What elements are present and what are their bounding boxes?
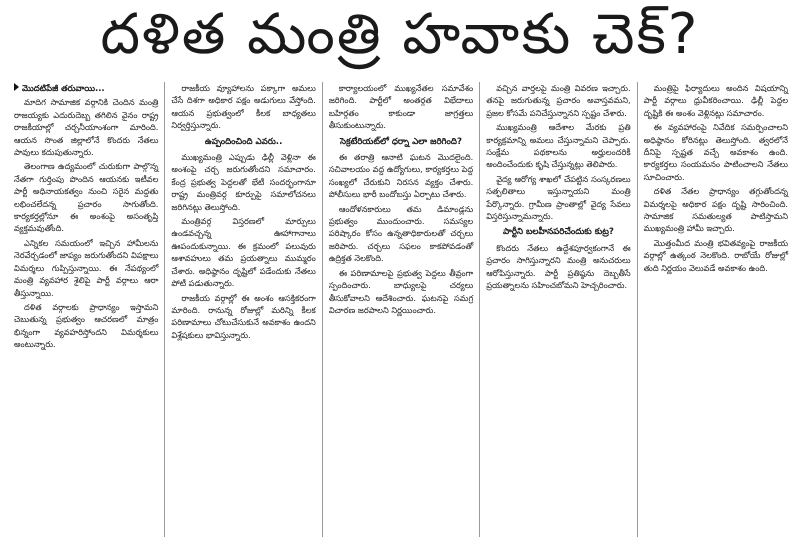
paragraph: కొందరు నేతలు ఉద్దేశపూర్వకంగానే ఈ ప్రచారం సాగిస్తున్నారని మంత్రి అనుచరులు ఆరోపిస్తున్నారు. పార్టీ ప్రతిష్ఠను దెబ్బతీసే ప్రయత్నాలను సహించబోమని హెచ్చరించారు.	[486, 242, 631, 291]
arrow-icon	[14, 83, 19, 91]
paragraph: ఎన్నికల సమయంలో ఇచ్చిన హామీలను నెరవేర్చడంలో జాప్యం జరుగుతోందని విపక్షాలు విమర్శలు గుప్పిస్తున్నాయి. ఈ నేపథ్యంలో మంత్రి వ్యవహార శైలిపై పార్టీ వర్గాలు ఆరా తీస్తున్నాయి.	[14, 237, 159, 298]
article-body	[8, 82, 794, 537]
paragraph: కార్యాలయంలో ముఖ్యనేతల సమావేశం జరిగింది. పార్టీలో అంతర్గత విభేదాలు బహిర్గతం కాకుండా జాగ్రత్తలు తీసుకుంటున్నారు.	[328, 83, 474, 131]
paragraph: వచ్చిన వార్తలపై మంత్రి వివరణ ఇచ్చారు. తనపై జరుగుతున్న ప్రచారం అవాస్తవమని, ప్రజల కోసమే పనిచేస్తున్నానని స్పష్టం చేశారు.	[486, 83, 631, 118]
column-5	[637, 82, 794, 537]
headline: దళిత మంత్రి హవాకు చెక్?	[100, 2, 700, 67]
paragraph: మంత్రిపై ఫిర్యాదులు అందిన విషయాన్ని పార్టీ వర్గాలు ధ్రువీకరించాయి. ఢిల్లీ పెద్దల దృష్టికి ఈ అంశం వెళ్లినట్లు సమాచారం.	[643, 83, 789, 118]
subheading: సెక్రటేరియట్‌లో ధర్నా ఎలా జరిగింది?	[340, 136, 462, 147]
column-2	[164, 82, 321, 537]
paragraph: వైద్య ఆరోగ్య శాఖలో చేపట్టిన సంస్కరణలు సత్ఫలితాలు ఇస్తున్నాయని మంత్రి పేర్కొన్నారు. గ్రామీణ ప్రాంతాల్లో వైద్య సేవలు విస్తరిస్తున్నామన్నారు.	[486, 173, 631, 222]
paragraph: ఈ పరిణామాలపై ప్రభుత్వ పెద్దలు తీవ్రంగా స్పందించారు. బాధ్యులపై చర్యలు తీసుకోవాలని ఆదేశించారు. ఘటనపై సమగ్ర విచారణ జరపాలని నిర్ణయించారు.	[328, 267, 474, 315]
paragraph: రాజకీయ వ్యూహాలను పక్కాగా అమలు చేసే దిశగా అధికార పక్షం అడుగులు వేస్తోంది. ఆయన ప్రభుత్వంలో కీలక బాధ్యతలు నిర్వర్తిస్తున్నారు.	[171, 83, 316, 131]
subheading: పార్టీని బలహీనపరిచేందుకు కుట్ర?	[503, 227, 614, 238]
paragraph: తెలంగాణ ఉద్యమంలో చురుకుగా పాల్గొన్న నేతగా గుర్తింపు పొందిన ఆయనకు ఇటీవల పార్టీ అధినాయకత్వం నుంచి సరైన మద్దతు లభించలేదన్న ప్రచారం సాగుతోంది. కార్యకర్తల్లోనూ ఈ అంశంపై అసంతృప్తి వ్యక్తమవుతోంది.	[14, 161, 159, 234]
paragraph: ముఖ్యమంత్రి ఎప్పుడు ఢిల్లీ వెళ్లినా ఈ అంశంపై చర్చ జరుగుతోందని సమాచారం. కేంద్ర ప్రభుత్వ పెద్దలతో భేటీ సందర్భంగానూ రాష్ట్ర మంత్రివర్గ కూర్పుపై సమాలోచనలు జరిగినట్లు తెలుస్తోంది.	[171, 152, 316, 212]
kicker	[14, 82, 158, 94]
paragraph: ఈ వ్యవహారంపై నివేదిక సమర్పించాలని అధిష్ఠానం కోరినట్లు తెలుస్తోంది. త్వరలోనే దీనిపై స్పష్టత వచ్చే అవకాశం ఉంది. కార్యకర్తలు సంయమనం పాటించాలని నేతలు సూచించారు.	[643, 122, 789, 182]
paragraph: ఈ తరాత్రి ఆనాటి ఘటన మొదలైంది. సచివాలయం వద్ద ఉద్యోగులు, కార్యకర్తలు పెద్ద సంఖ్యలో చేరుకుని నిరసన వ్యక్తం చేశారు. పోలీసులు భారీ బందోబస్తు ఏర్పాటు చేశారు.	[328, 152, 474, 200]
paragraph: మాదిగ సామాజిక వర్గానికి చెందిన మంత్రి రాజయ్యకు ఎదురుదెబ్బ తగిలిన వైనం రాష్ట్ర రాజకీయాల్లో చర్చనీయాంశంగా మారింది. ఆయన సొంత జిల్లాలోనే కొందరు నేతలు పావులు కదుపుతున్నారు.	[14, 97, 159, 158]
column-1	[8, 82, 164, 537]
subheading: ఉప్పందించింది ఎవరు..	[204, 136, 283, 147]
paragraph: మొత్తంమీద మంత్రి భవితవ్యంపై రాజకీయ వర్గాల్లో ఉత్కంఠ నెలకొంది. రాబోయే రోజుల్లో తుది నిర్ణయం వెలువడే అవకాశం ఉంది.	[643, 237, 789, 273]
paragraph: దళిత నేతల ప్రాధాన్యం తగ్గుతోందన్న విమర్శలపై అధికార పక్షం దృష్టి సారించింది. సామాజిక సమతుల్యత పాటిస్తామని ముఖ్యమంత్రి హామీ ఇచ్చారు.	[643, 186, 789, 234]
kicker-text: మొదటిపేజీ తరువాయి...	[22, 83, 105, 93]
column-3	[322, 82, 479, 537]
column-4	[479, 82, 636, 537]
paragraph: దళిత వర్గాలకు ప్రాధాన్యం ఇస్తామని చెబుతున్న ప్రభుత్వం ఆచరణలో మాత్రం భిన్నంగా వ్యవహరిస్తోందని విమర్శకులు అంటున్నారు.	[14, 301, 159, 350]
paragraph: ఆందోళనకారులు తమ డిమాండ్లను ప్రభుత్వం ముందుంచారు. సమస్యల పరిష్కారం కోసం ఉన్నతాధికారులతో చర్చలు జరిపారు. చర్చలు సఫలం కాకపోవడంతో ఉద్రిక్తత నెలకొంది.	[328, 203, 474, 264]
paragraph: మంత్రివర్గ విస్తరణలో మార్పులు ఉండవచ్చన్న ఊహాగానాలు ఊపందుకున్నాయి. ఈ క్రమంలో పలువురు ఆశావహులు తమ ప్రయత్నాలు ముమ్మరం చేశారు. అధిష్ఠానం దృష్టిలో పడేందుకు నేతలు పోటీ పడుతున్నారు.	[171, 216, 316, 289]
paragraph: రాజకీయ వర్గాల్లో ఈ అంశం ఆసక్తికరంగా మారింది. రానున్న రోజుల్లో మరిన్ని కీలక పరిణామాలు చోటుచేసుకునే అవకాశం ఉందని విశ్లేషకులు భావిస్తున్నారు.	[171, 292, 316, 340]
paragraph: ముఖ్యమంత్రి ఆదేశాల మేరకు ప్రతి కార్యక్రమాన్ని అమలు చేస్తున్నామని చెప్పారు. సంక్షేమ పథకాలను అర్హులందరికీ అందించేందుకు కృషి చేస్తున్నట్లు తెలిపారు.	[486, 122, 631, 170]
